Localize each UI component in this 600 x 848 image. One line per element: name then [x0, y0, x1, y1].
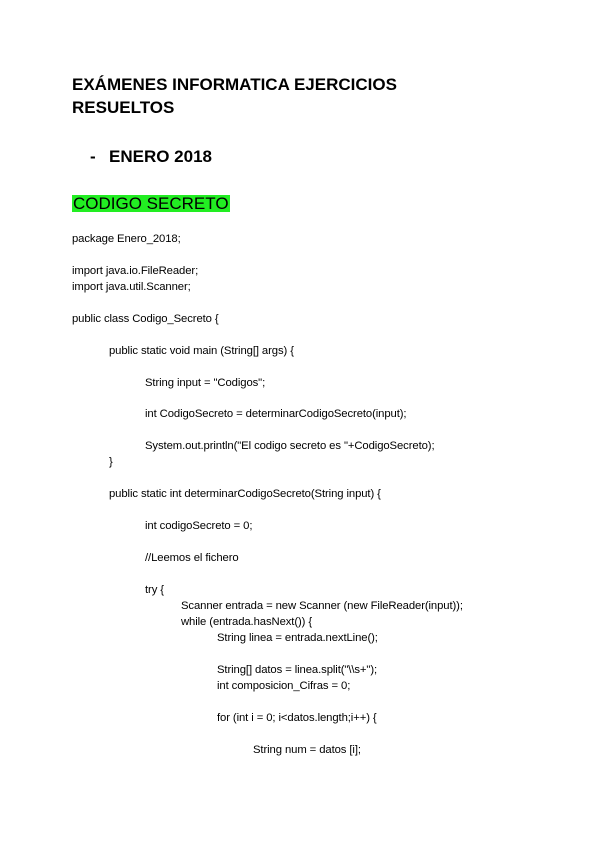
code-line: import java.io.FileReader; [72, 265, 199, 277]
code-line: while (entrada.hasNext()) { [181, 616, 313, 628]
code-line: Scanner entrada = new Scanner (new FileReader(input)); [181, 600, 463, 612]
code-line: for (int i = 0; i<datos.length;i++) { [217, 712, 377, 724]
code-line: int codigoSecreto = 0; [145, 520, 253, 532]
code-line: } [109, 456, 113, 468]
code-line: public class Codigo_Secreto { [72, 313, 219, 325]
code-line: import java.util.Scanner; [72, 281, 191, 293]
code-line: public static int determinarCodigoSecreto(String input) { [109, 488, 381, 500]
code-line: //Leemos el fichero [145, 552, 239, 564]
code-line: String linea = entrada.nextLine(); [217, 632, 378, 644]
code-line: String input = "Codigos"; [145, 377, 266, 389]
code-line: package Enero_2018; [72, 233, 181, 245]
code-line: public static void main (String[] args) { [109, 345, 294, 357]
section-title: CODIGO SECRETO [73, 194, 229, 213]
doc-title-line2: RESUELTOS [72, 98, 175, 117]
code-line: int CodigoSecreto = determinarCodigoSecreto(input); [145, 408, 407, 420]
code-line: try { [145, 584, 164, 596]
code-line: int composicion_Cifras = 0; [217, 680, 351, 692]
code-line: System.out.println("El codigo secreto es "+CodigoSecreto); [145, 440, 435, 452]
bullet-dash: - [90, 147, 96, 166]
doc-title-line1: EXÁMENES INFORMATICA EJERCICIOS [72, 75, 397, 94]
code-line: String num = datos [i]; [253, 744, 361, 756]
code-line: String[] datos = linea.split("\\s+"); [217, 664, 378, 676]
doc-subtitle: ENERO 2018 [109, 147, 212, 166]
